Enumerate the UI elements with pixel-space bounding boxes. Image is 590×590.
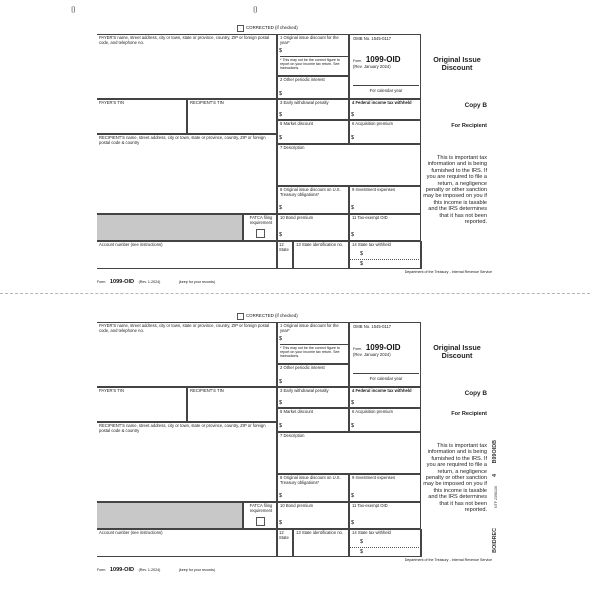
footer-form-prefix: Form: [97, 280, 106, 284]
box6-acquisition-premium[interactable]: [349, 120, 421, 144]
box4-fed-withheld[interactable]: [349, 99, 421, 120]
corrected-checkbox[interactable]: [237, 313, 244, 320]
account-number-label: Account number (see instructions): [99, 242, 163, 247]
box3-dollar: $: [279, 112, 283, 118]
form-rev: (Rev. January 2024): [353, 64, 391, 69]
form-name: 1099-OID: [365, 55, 401, 64]
box14-label: 14 State tax withheld: [352, 530, 391, 535]
form-copy-top: [97, 24, 492, 285]
recipient-name-label: RECIPIENT'S name, street address, city or town, state or province, country, ZIP or foreign postal code & country: [99, 423, 266, 433]
box13-label: 13 State identification no.: [296, 530, 344, 535]
box14-divider: [350, 547, 421, 548]
form-title-line2: Discount: [441, 63, 473, 72]
form-id-box: [349, 34, 421, 99]
box13-label: 13 State identification no.: [296, 242, 344, 247]
payer-info-label: PAYER'S name, street address, city or town, state or province, country, ZIP or foreign postal code, and telephone no.: [99, 323, 270, 333]
box5-label: 5 Market discount: [280, 121, 314, 126]
box8-treasury-oid[interactable]: [277, 186, 349, 214]
box14-dollar-2: $: [360, 261, 364, 267]
account-number-label: Account number (see instructions): [99, 530, 163, 535]
footer-keep: (keep for your records): [178, 568, 216, 572]
payer-info-label: PAYER'S name, street address, city or town, state or province, country, ZIP or foreign postal code, and telephone no.: [99, 35, 270, 45]
box6-dollar: $: [351, 135, 355, 141]
for-recipient-label: For Recipient: [451, 123, 487, 129]
box11-dollar: $: [351, 520, 355, 526]
box1-label: 1 Original issue discount for the year*: [280, 323, 339, 333]
copy-label: Copy B: [464, 102, 487, 109]
footer-form-name: 1099-OID: [109, 567, 135, 573]
footer-form-name: 1099-OID: [109, 279, 135, 285]
form-title-line2: Discount: [441, 351, 473, 360]
recipient-name-box[interactable]: [97, 422, 277, 502]
box2-other-interest[interactable]: [277, 76, 349, 99]
box12-state[interactable]: [277, 529, 293, 557]
box3-early-withdrawal[interactable]: [277, 387, 349, 408]
recipient-tin-label: RECIPIENT'S TIN: [190, 388, 224, 393]
side-code-ntf: NTF 2398136: [494, 486, 498, 508]
omb-number: OMB No. 1545-0117: [353, 36, 392, 41]
payer-tin-box[interactable]: [97, 99, 187, 134]
box7-description[interactable]: [277, 144, 421, 186]
important-notice: This is important tax information and is being furnished to the IRS. If you are required to file a return, a negligence penalty or other sanction may be imposed on you if this income is taxable and the IRS determines that it has not been reported.: [423, 443, 487, 514]
box5-dollar: $: [279, 423, 283, 429]
box1-note: * This may not be the correct figure to report on your income tax return. See instructions.: [280, 344, 348, 359]
form-title-line1: Original Issue: [433, 343, 481, 352]
box6-dollar: $: [351, 423, 355, 429]
box2-other-interest[interactable]: [277, 364, 349, 387]
box4-dollar: $: [351, 112, 355, 118]
footer-form: [97, 270, 492, 285]
box14-dollar-1: $: [360, 251, 364, 257]
fatca-box[interactable]: [243, 502, 277, 529]
box14-label: 14 State tax withheld: [352, 242, 391, 247]
form-title: [421, 56, 493, 72]
box3-label: 3 Early withdrawal penalty: [280, 100, 329, 105]
box9-dollar: $: [351, 205, 355, 211]
box3-dollar: $: [279, 400, 283, 406]
corrected-label: CORRECTED (if checked): [246, 25, 298, 30]
corrected-label: CORRECTED (if checked): [246, 313, 298, 318]
box8-label: 8 Original issue discount on U.S. Treasury obligations*: [280, 475, 341, 485]
account-number-box[interactable]: [97, 529, 277, 557]
box3-early-withdrawal[interactable]: [277, 99, 349, 120]
recipient-name-label: RECIPIENT'S name, street address, city or town, state or province, country, ZIP or foreign postal code & country: [99, 135, 266, 145]
box11-tax-exempt-oid[interactable]: [349, 214, 421, 241]
payer-tin-label: PAYER'S TIN: [99, 388, 124, 393]
box8-label: 8 Original issue discount on U.S. Treasury obligations*: [280, 187, 341, 197]
box8-dollar: $: [279, 205, 283, 211]
side-code-boidrec: BOIDREC: [492, 528, 498, 553]
box1-oid[interactable]: [277, 34, 349, 76]
box9-label: 9 Investment expenses: [352, 187, 396, 192]
box1-dollar: $: [279, 48, 283, 54]
footer-form-prefix: Form: [97, 568, 106, 572]
box11-label: 11 Tax-exempt OID: [352, 215, 388, 220]
box10-dollar: $: [279, 232, 283, 238]
box4-dollar: $: [351, 400, 355, 406]
box6-label: 6 Acquisition premium: [352, 121, 393, 126]
form-rev: (Rev. January 2024): [353, 352, 391, 357]
fatca-label: FATCA filing requirement: [249, 503, 273, 513]
fatca-checkbox[interactable]: [256, 517, 265, 526]
box5-dollar: $: [279, 135, 283, 141]
state-blank-area: [421, 241, 492, 269]
copy-label: Copy B: [464, 390, 487, 397]
fatca-checkbox[interactable]: [256, 229, 265, 238]
perforation-line: [0, 293, 590, 294]
box8-dollar: $: [279, 493, 283, 499]
box5-label: 5 Market discount: [280, 409, 314, 414]
footer-rev: (Rev. 1-2024): [138, 568, 161, 572]
box5-market-discount[interactable]: [277, 408, 349, 432]
fatca-label: FATCA filing requirement: [249, 215, 273, 225]
recipient-tin-label: RECIPIENT'S TIN: [190, 100, 224, 105]
box10-dollar: $: [279, 520, 283, 526]
footer-dept: Department of the Treasury - Internal Revenue Service: [404, 270, 492, 274]
box1-oid[interactable]: [277, 322, 349, 364]
box3-label: 3 Early withdrawal penalty: [280, 388, 329, 393]
box8-treasury-oid[interactable]: [277, 474, 349, 502]
box7-label: 7 Description: [280, 145, 305, 150]
box11-tax-exempt-oid[interactable]: [349, 502, 421, 529]
payer-tin-box[interactable]: [97, 387, 187, 422]
side-code-b99oidb: B99OIDB: [492, 440, 498, 464]
box14-divider: [350, 259, 421, 260]
box12-label: 12 State: [279, 242, 289, 252]
for-recipient-label: For Recipient: [451, 411, 487, 417]
gray-shaded-area: [97, 214, 243, 241]
footer-dept: Department of the Treasury - Internal Revenue Service: [404, 558, 492, 562]
box13-state-id[interactable]: [293, 529, 349, 557]
form-id-box: [349, 322, 421, 387]
calendar-year: For calendar year: [353, 85, 419, 94]
payer-tin-label: PAYER'S TIN: [99, 100, 124, 105]
box9-dollar: $: [351, 493, 355, 499]
state-blank-area: [421, 529, 492, 557]
box2-dollar: $: [279, 379, 283, 385]
box10-bond-premium[interactable]: [277, 214, 349, 241]
box5-market-discount[interactable]: [277, 120, 349, 144]
corner-mark-left: ⌷: [71, 5, 76, 14]
box1-dollar: $: [279, 336, 283, 342]
form-title: [421, 344, 493, 360]
recipient-name-box[interactable]: [97, 134, 277, 214]
account-number-box[interactable]: [97, 241, 277, 269]
box11-dollar: $: [351, 232, 355, 238]
box10-label: 10 Bond premium: [280, 503, 314, 508]
calendar-year: For calendar year: [353, 373, 419, 382]
box14-dollar-2: $: [360, 549, 364, 555]
box4-label: 4 Federal income tax withheld: [352, 388, 412, 393]
fatca-box[interactable]: [243, 214, 277, 241]
gray-shaded-area: [97, 502, 243, 529]
box1-label: 1 Original issue discount for the year*: [280, 35, 339, 45]
footer-form: [97, 558, 492, 573]
box12-label: 12 State: [279, 530, 289, 540]
box6-label: 6 Acquisition premium: [352, 409, 393, 414]
box14-state-tax[interactable]: [349, 241, 421, 269]
corner-mark-center: ⌷: [253, 5, 258, 14]
footer-keep: (keep for your records): [178, 280, 216, 284]
recipient-tin-box[interactable]: [187, 99, 277, 134]
box2-label: 2 Other periodic interest: [280, 365, 325, 370]
box9-label: 9 Investment expenses: [352, 475, 396, 480]
box13-state-id[interactable]: [293, 241, 349, 269]
box9-investment-expenses[interactable]: [349, 186, 421, 214]
box7-description[interactable]: [277, 432, 421, 474]
box10-label: 10 Bond premium: [280, 215, 314, 220]
box4-label: 4 Federal income tax withheld: [352, 100, 412, 105]
important-notice: This is important tax information and is being furnished to the IRS. If you are required to file a return, a negligence penalty or other sanction may be imposed on you if this income is taxable and the IRS determines that it has not been reported.: [423, 155, 487, 226]
box4-fed-withheld[interactable]: [349, 387, 421, 408]
box12-state[interactable]: [277, 241, 293, 269]
box14-state-tax[interactable]: [349, 529, 421, 557]
box7-label: 7 Description: [280, 433, 305, 438]
side-code-4: 4: [492, 474, 498, 477]
form-title-line1: Original Issue: [433, 55, 481, 64]
box2-label: 2 Other periodic interest: [280, 77, 325, 82]
box9-investment-expenses[interactable]: [349, 474, 421, 502]
corrected-checkbox[interactable]: [237, 25, 244, 32]
box6-acquisition-premium[interactable]: [349, 408, 421, 432]
box2-dollar: $: [279, 91, 283, 97]
box10-bond-premium[interactable]: [277, 502, 349, 529]
form-copy-bottom: [97, 312, 492, 573]
omb-number: OMB No. 1545-0117: [353, 324, 392, 329]
box1-note: * This may not be the correct figure to report on your income tax return. See instructions.: [280, 56, 348, 71]
payer-info-box[interactable]: [97, 322, 277, 387]
box14-dollar-1: $: [360, 539, 364, 545]
form-prefix: Form: [353, 347, 362, 351]
recipient-tin-box[interactable]: [187, 387, 277, 422]
form-prefix: Form: [353, 59, 362, 63]
box11-label: 11 Tax-exempt OID: [352, 503, 388, 508]
form-name: 1099-OID: [365, 343, 401, 352]
footer-rev: (Rev. 1-2024): [138, 280, 161, 284]
payer-info-box[interactable]: [97, 34, 277, 99]
